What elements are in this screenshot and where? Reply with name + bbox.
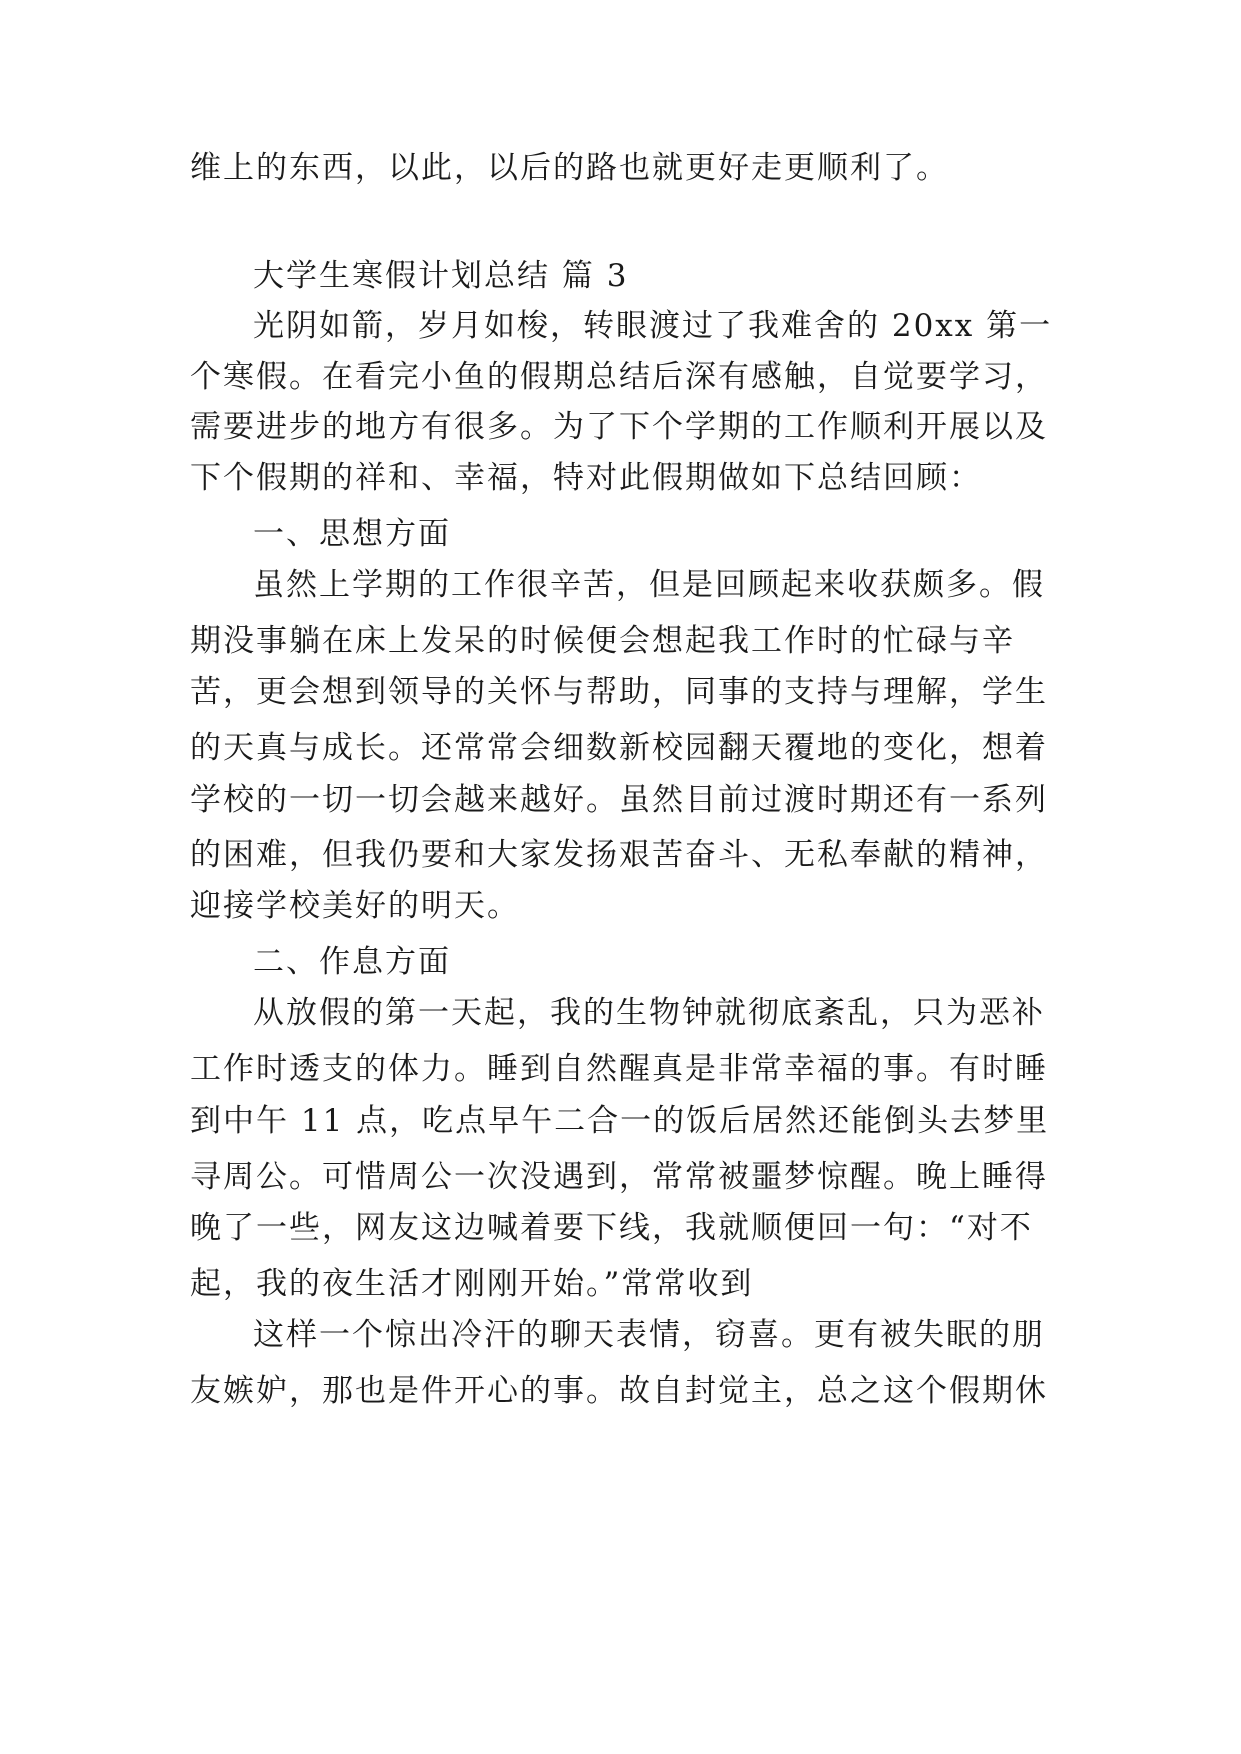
paragraph-line: 到中午 11 点，吃点早午二合一的饭后居然还能倒头去梦里	[190, 1103, 1050, 1139]
paragraph-line: 学校的一切一切会越来越好。虽然目前过渡时期还有一系列	[190, 782, 1048, 818]
paragraph-line: 寻周公。可惜周公一次没遇到，常常被噩梦惊醒。晚上睡得	[190, 1159, 1048, 1195]
subsection-heading: 一、思想方面	[253, 516, 451, 552]
paragraph-line: 维上的东西，以此，以后的路也就更好走更顺利了。	[190, 150, 949, 186]
paragraph-line: 这样一个惊出冷汗的聊天表情，窃喜。更有被失眠的朋	[253, 1317, 1045, 1353]
paragraph-line: 起，我的夜生活才刚刚开始。”常常收到	[190, 1266, 754, 1302]
paragraph-line: 虽然上学期的工作很辛苦，但是回顾起来收获颇多。假	[253, 567, 1045, 603]
paragraph-line: 迎接学校美好的明天。	[190, 888, 520, 924]
paragraph-line: 需要进步的地方有很多。为了下个学期的工作顺利开展以及	[190, 409, 1048, 445]
paragraph-line: 晚了一些，网友这边喊着要下线，我就顺便回一句：“对不	[190, 1210, 1033, 1246]
paragraph-line: 苦，更会想到领导的关怀与帮助，同事的支持与理解，学生	[190, 674, 1048, 710]
paragraph-line: 的困难，但我仍要和大家发扬艰苦奋斗、无私奉献的精神，	[190, 837, 1048, 873]
paragraph-line: 光阴如箭，岁月如梭，转眼渡过了我难舍的 20xx 第一	[253, 308, 1053, 344]
paragraph-line: 从放假的第一天起，我的生物钟就彻底紊乱，只为恶补	[253, 995, 1045, 1031]
paragraph-line: 友嫉妒，那也是件开心的事。故自封觉主，总之这个假期休	[190, 1373, 1048, 1409]
paragraph-line: 下个假期的祥和、幸福，特对此假期做如下总结回顾：	[190, 460, 982, 496]
paragraph-line: 期没事躺在床上发呆的时候便会想起我工作时的忙碌与辛	[190, 623, 1015, 659]
paragraph-line: 的天真与成长。还常常会细数新校园翻天覆地的变化，想着	[190, 730, 1048, 766]
subsection-heading: 二、作息方面	[253, 944, 451, 980]
paragraph-line: 工作时透支的体力。睡到自然醒真是非常幸福的事。有时睡	[190, 1051, 1048, 1087]
section-heading: 大学生寒假计划总结 篇 3	[253, 258, 629, 294]
paragraph-line: 个寒假。在看完小鱼的假期总结后深有感触，自觉要学习，	[190, 359, 1048, 395]
